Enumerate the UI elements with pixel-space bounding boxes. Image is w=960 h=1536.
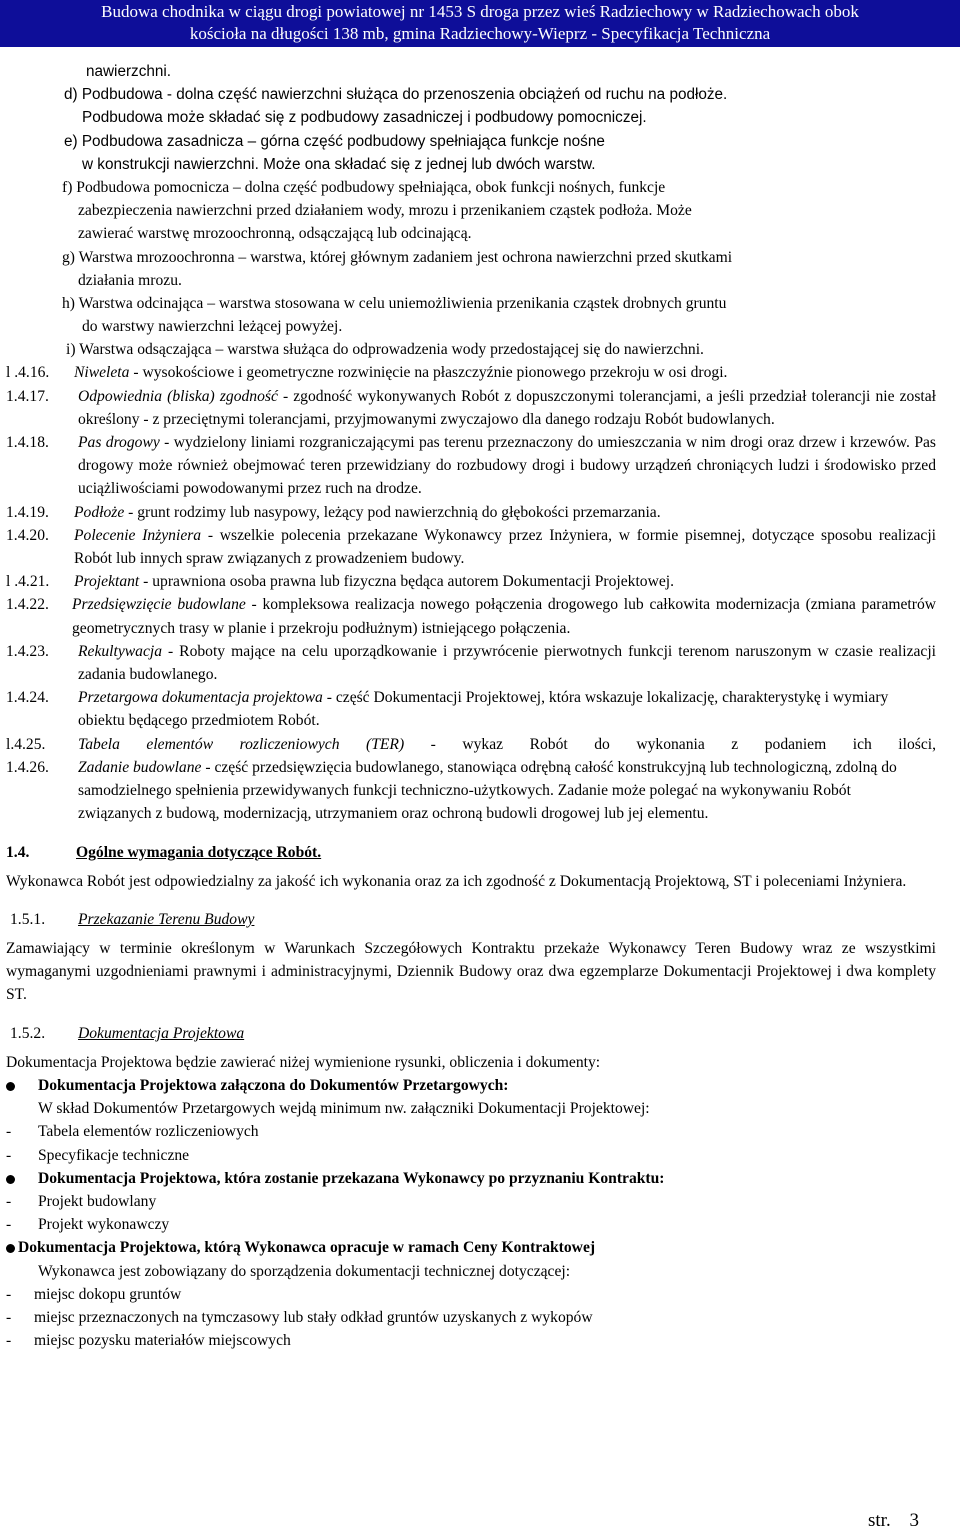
definition-term: Podłoże (74, 503, 125, 521)
definition-text: - wszelkie polecenia przekazane Wykonawcy przez Inżyniera, w formie pisemnej, dotyczące sposobu realizacji Robót lub innych spraw związanych z prowadzeniem budowy. (74, 526, 937, 568)
dash-marker: - (6, 1332, 12, 1350)
bullet-text: Dokumentacja Projektowa, którą Wykonawca opracuje w ramach Ceny Kontraktowej (18, 1239, 596, 1257)
text-line: h) Warstwa odcinająca – warstwa stosowana w celu uniemożliwienia przenikania cząstek drobnych gruntu (62, 294, 727, 312)
dash-text: miejsc przeznaczonych na tymczasowy lub stały odkład gruntów uzyskanych z wykopów (34, 1308, 593, 1326)
definition-entry (0, 431, 960, 501)
page-number (868, 1510, 919, 1532)
definition-term: Zadanie budowlane (78, 758, 202, 776)
text-line: e) Podbudowa zasadnicza – górna część podbudowy spełniająca funkcje nośne (64, 132, 605, 150)
subsection-title: Dokumentacja Projektowa (78, 1024, 245, 1042)
definition-term: Tabela elementów rozliczeniowych (TER) (78, 735, 405, 753)
bullet-dot-icon (6, 1175, 15, 1184)
dash-item (0, 1329, 960, 1352)
subsection-number: 1.5.1. (10, 910, 46, 928)
dash-text: miejsc pozysku materiałów miejscowych (34, 1332, 291, 1350)
definition-number: l.4.25. (6, 735, 46, 753)
definition-entry (0, 733, 960, 756)
definition-term: Pas drogowy (78, 434, 160, 452)
text-line: w konstrukcji nawierzchni. Może ona składać się z jednej lub dwóch warstw. (82, 155, 596, 173)
definition-text: - Roboty mające na celu uporządkowanie i przywrócenie pierwotnych funkcji terenom naruszonym w czasie realizacji zadania budowlanego. (78, 642, 936, 684)
dash-item (0, 1283, 960, 1306)
definition-number: 1.4.23. (6, 642, 49, 660)
text-line: f) Podbudowa pomocnicza – dolna część podbudowy spełniająca, obok funkcji nośnych, funkcje (62, 178, 666, 196)
definitions-list (0, 361, 960, 825)
definition-term: Niweleta (74, 364, 130, 382)
definition-number: 1.4.22. (6, 596, 49, 614)
definition-number: 1.4.26. (6, 758, 49, 776)
definition-text: - wydzielony liniami rozgraniczającymi pas terenu przeznaczony do umieszczania w nim drogi oraz drzew i krzewów. Pas drogowy może również obejmować teren przewidziany do rozbudowy drogi i budowy urządzeń chroniących ludzi i środowisko przed uciążliwościami powodowanymi przez ruch na drodze. (78, 434, 936, 498)
definition-text: - część Dokumentacji Projektowej, która wskazuje lokalizację, charakterystykę i wymiary obiektu będącego przedmiotem Robót. (78, 689, 889, 730)
dash-marker: - (6, 1193, 12, 1210)
section-paragraph: Wykonawca Robót jest odpowiedzialny za jakość ich wykonania oraz za ich zgodność z Dokumentacją Projektową, ST i poleceniami Inżyniera. (6, 872, 907, 890)
definition-number: 1.4.18. (6, 434, 49, 452)
dash-item (0, 1120, 960, 1143)
bullet-subtext: Wykonawca jest zobowiązany do sporządzenia dokumentacji technicznej dotyczącej: (38, 1262, 571, 1280)
bullet-text: Dokumentacja Projektowa załączona do Dokumentów Przetargowych: (38, 1077, 509, 1095)
page-number-label: str. (868, 1510, 891, 1531)
definition-number: 1.4.20. (6, 526, 49, 544)
definition-entry (0, 570, 960, 593)
dash-text: Projekt budowlany (38, 1193, 157, 1210)
definition-number: l .4.16. (6, 364, 50, 382)
definition-text: - uprawniona osoba prawna lub fizyczna będąca autorem Dokumentacji Projektowej. (139, 573, 675, 591)
dash-marker: - (6, 1285, 12, 1303)
text-line: do warstwy nawierzchni leżącej powyżej. (82, 318, 343, 336)
definitions-subitems (0, 60, 960, 176)
dash-item (0, 1306, 960, 1329)
definition-entry (0, 524, 960, 570)
page-number-value: 3 (909, 1510, 919, 1531)
definition-text: - kompleksowa realizacja nowego połączenia drogowego lub całkowita modernizacja (zmiana parametrów geometrycznych trasy w planie i przekroju podłużnym) istniejącego połączenia. (72, 596, 937, 637)
section-title: Ogólne wymagania dotyczące Robót. (76, 843, 322, 861)
subsection-number: 1.5.2. (10, 1024, 46, 1042)
header-line-2: kościoła na długości 138 mb, gmina Radziechowy-Wieprz - Specyfikacja Techniczna (189, 24, 771, 43)
definition-term: Odpowiednia (bliska) zgodność (78, 387, 278, 405)
definition-number: 1.4.24. (6, 689, 49, 707)
page-body (0, 60, 960, 1352)
subsection-title: Przekazanie Terenu Budowy (78, 910, 255, 928)
dash-text: miejsc dokopu gruntów (34, 1285, 182, 1303)
subsection-paragraph: Zamawiający w terminie określonym w Warunkach Szczegółowych Kontraktu przekaże Wykonawcy Teren Budowy wraz ze wszystkimi wymaganymi uzgodnieniami prawnymi i administracyjnymi, Dziennik Budowy oraz dwa egzemplarze Dokumentacji Projektowej i dwa komplety ST. (6, 940, 936, 1004)
definition-number: 1.4.17. (6, 387, 49, 405)
dash-marker: - (6, 1216, 12, 1234)
dash-item (0, 1144, 960, 1167)
definition-entry (0, 385, 960, 431)
bullet-dot-icon (6, 1244, 15, 1253)
section-number: 1.4. (6, 843, 30, 861)
definition-term: Rekultywacja (78, 642, 162, 660)
definition-term: Przedsięwzięcie budowlane (72, 596, 246, 614)
dash-marker: - (6, 1308, 12, 1326)
subsection-intro: Dokumentacja Projektowa będzie zawierać niżej wymienione rysunki, obliczenia i dokumenty: (6, 1053, 601, 1071)
definition-entry (0, 640, 960, 686)
definition-number: l .4.21. (6, 573, 50, 591)
definition-entry (0, 686, 960, 732)
text-line: i) Warstwa odsączająca – warstwa służąca do odprowadzenia wody przedostającej się do nawierzchni. (66, 341, 704, 359)
dash-text: Tabela elementów rozliczeniowych (38, 1123, 259, 1141)
bullet-item (0, 1074, 960, 1097)
definition-text: - zgodność wykonywanych Robót z dopuszczonymi tolerancjami, a jeśli przedział tolerancji nie został określony - z przeciętnymi tolerancjami, przyjmowanymi zwyczajowo dla danego rodzaju Robót budowlanych. (78, 387, 936, 428)
definition-term: Projektant (74, 573, 140, 591)
text-line: nawierzchni. (86, 63, 172, 80)
definition-entry (0, 593, 960, 639)
text-line: działania mrozu. (78, 271, 182, 289)
header-line-1: Budowa chodnika w ciągu drogi powiatowej nr 1453 S droga przez wieś Radziechowy w Radziechowach obok (101, 2, 859, 21)
definition-number: 1.4.19. (6, 503, 49, 521)
section-heading (0, 841, 960, 864)
dash-marker: - (6, 1146, 12, 1164)
dash-text: Specyfikacje techniczne (38, 1146, 190, 1164)
dash-marker: - (6, 1123, 12, 1141)
subsection-heading (0, 908, 960, 931)
bullet-item (0, 1236, 960, 1259)
bullet-item (0, 1167, 960, 1190)
bullet-dot-icon (6, 1082, 15, 1091)
bullet-subtext: W skład Dokumentów Przetargowych wejdą minimum nw. załączniki Dokumentacji Projektowej: (38, 1100, 650, 1118)
definition-text: - grunt rodzimy lub nasypowy, leżący pod nawierzchnią do głębokości przemarzania. (124, 503, 661, 521)
definition-entry (0, 756, 960, 826)
definition-entry (0, 361, 960, 384)
text-line: zawierać warstwę mrozoochronną, odsączającą lub odcinającą. (78, 225, 472, 243)
definition-text: - wysokościowe i geometryczne rozwinięcie na płaszczyźnie pionowego przekroju w osi drogi. (129, 364, 728, 382)
definition-entry (0, 501, 960, 524)
text-line: g) Warstwa mrozoochronna – warstwa, której głównym zadaniem jest ochrona nawierzchni przed skutkami (62, 248, 733, 266)
subsection-heading (0, 1022, 960, 1045)
definition-term: Przetargowa dokumentacja projektowa (78, 689, 323, 707)
dash-text: Projekt wykonawczy (38, 1216, 170, 1234)
definitions-items-f-i (0, 176, 960, 362)
definition-text: - wykaz Robót do wykonania z podaniem ich ilości, (404, 735, 936, 753)
text-line: d) Podbudowa - dolna część nawierzchni służąca do przenoszenia obciążeń od ruchu na podłoże. (64, 86, 728, 104)
bullet-text: Dokumentacja Projektowa, która zostanie przekazana Wykonawcy po przyznaniu Kontraktu: (38, 1169, 665, 1187)
text-line: Podbudowa może składać się z podbudowy zasadniczej i podbudowy pomocniczej. (82, 109, 647, 127)
definition-term: Polecenie Inżyniera (74, 526, 202, 544)
dash-item (0, 1190, 960, 1213)
dash-item (0, 1213, 960, 1236)
document-header (0, 0, 960, 47)
text-line: zabezpieczenia nawierzchni przed działaniem wody, mrozu i przenikaniem cząstek podłoża. Może (78, 202, 692, 220)
definition-text: - część przedsięwzięcia budowlanego, stanowiąca odrębną całość konstrukcyjną lub technologiczną, zdolną do samodzielnego spełnienia przewidywanych funkcji techniczno-użytkowych. Zadanie może polegać na wykonywaniu Robót związanych z budową, modernizacją, utrzymaniem oraz ochroną budowli drogowej lub jej elementu. (78, 758, 897, 823)
